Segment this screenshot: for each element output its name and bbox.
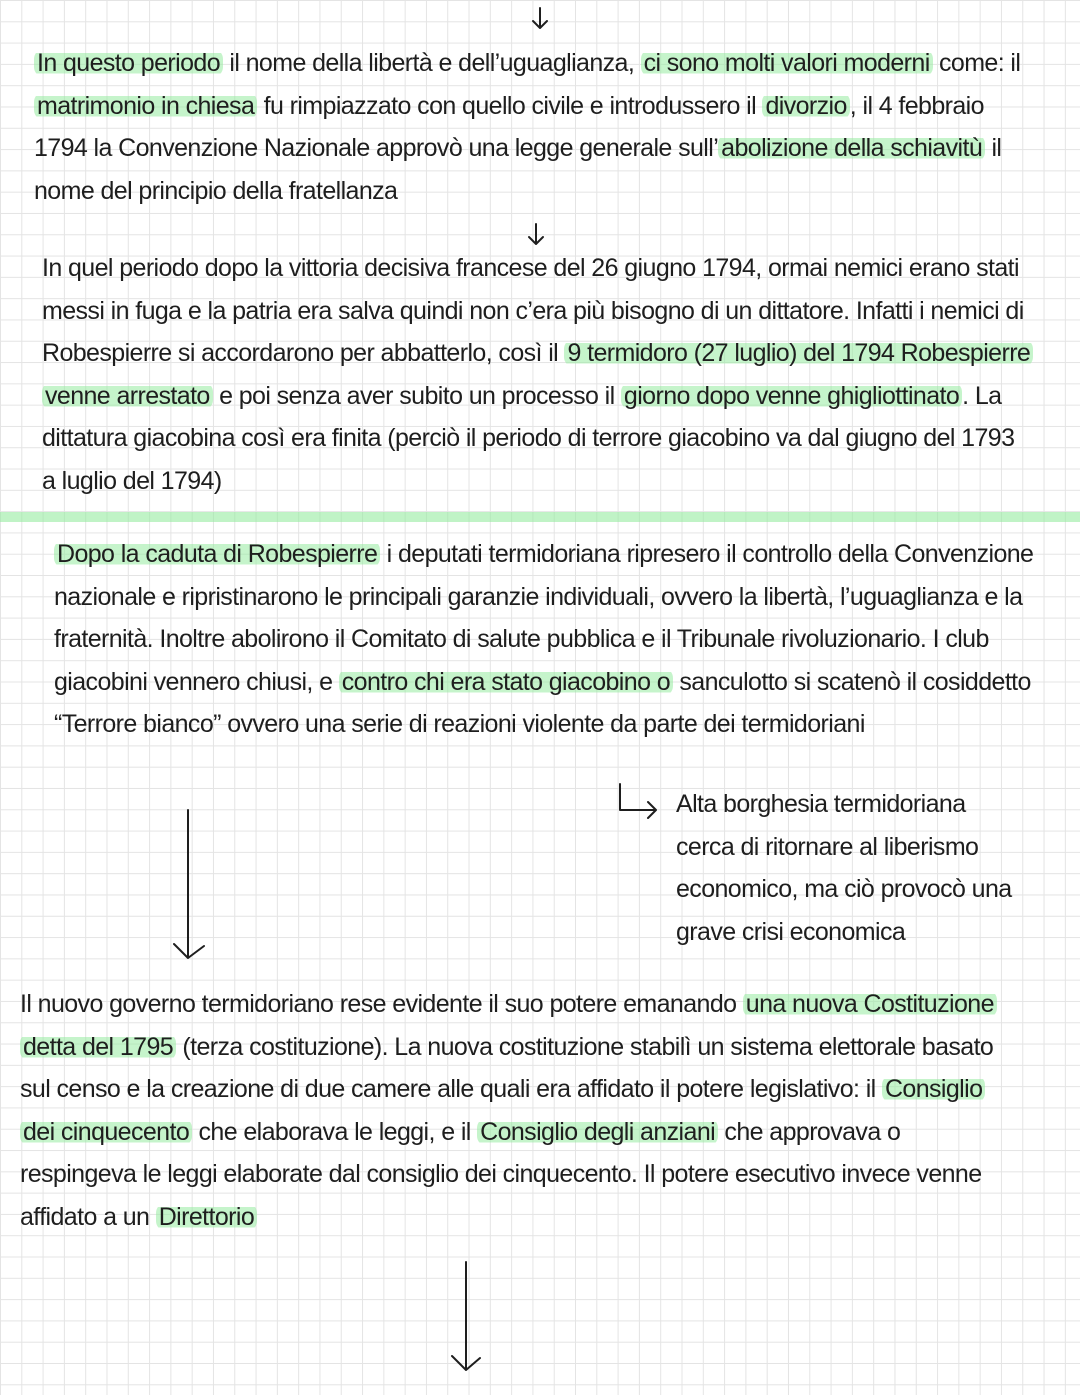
text-span: il nome della libertà e dell’uguaglianza, (223, 49, 641, 77)
highlight-divider (0, 512, 1080, 522)
paragraph-5 (20, 983, 1010, 1238)
paragraph-1 (34, 42, 1034, 212)
down-arrow-icon (530, 6, 550, 32)
paragraph-3 (54, 533, 1039, 746)
highlight: Consiglio dei cinquecento (20, 1075, 985, 1146)
text-span: e poi senza aver subito un processo il (212, 381, 621, 410)
text-span: , il 4 febbraio 1794 la Convenzione Nazionale approvò una legge generale sull’ (34, 91, 984, 162)
curved-right-arrow-icon (618, 782, 662, 822)
highlight: Dopo la caduta di Robespierre (54, 540, 380, 568)
text-span: che approvava o respingeva le leggi elaborate dal consiglio dei cinquecento. Il potere esecutivo invece venne affidato a un (20, 1117, 982, 1231)
highlight: Direttorio (156, 1203, 257, 1231)
highlight: giorno dopo venne ghigliottinato (621, 382, 962, 410)
text-span: (terza costituzione). La nuova costituzione stabilì un sistema elettorale basato sul censo e la creazione di due camere alle quali era affidato il potere legislativo: il (20, 1032, 994, 1103)
text-span: . La dittatura giacobina così era finita (perciò il periodo di terrore giacobino va dal giugno del 1793 a luglio del 1794) (42, 381, 1015, 495)
text-span: sanculotto si scatenò il cosiddetto “Terrore bianco” ovvero una serie di reazioni violente da parte dei termidoriani (54, 667, 1031, 738)
text-span: come: il (932, 49, 1021, 77)
text-span: Alta borghesia termidoriana cerca di ritornare al liberismo economico, ma ciò provocò una grave crisi economica (676, 790, 1012, 946)
highlight: una nuova Costituzione detta del 1795 (20, 990, 997, 1061)
text-span: Il nuovo governo termidoriano rese evidente il suo potere emanando (20, 990, 743, 1018)
side-note (676, 783, 1026, 953)
highlight: ci sono molti valori moderni (641, 49, 933, 77)
highlight: contro chi era stato giacobino o (339, 668, 673, 696)
long-down-arrow-icon (170, 808, 210, 968)
highlight: abolizione della schiavitù (718, 134, 985, 162)
text-span: In quel periodo dopo la vittoria decisiva francese del 26 giugno 1794, ormai nemici erano stati messi in fuga e la patria era salva quindi non c’era più bisogno di un dittatore. Infatti i nemici di Robespierre si accordarono per abbatterlo, così il (42, 254, 1024, 367)
highlight: matrimonio in chiesa (34, 92, 257, 120)
text-span: che elaborava le leggi, e il (192, 1117, 478, 1146)
highlight: In questo periodo (34, 49, 223, 77)
long-down-arrow-icon (446, 1260, 486, 1380)
paragraph-2 (42, 247, 1032, 502)
highlight: divorzio (762, 92, 849, 120)
highlight: Consiglio degli anziani (477, 1118, 718, 1146)
text-span: i deputati termidoriana ripresero il controllo della Convenzione nazionale e ripristinarono le principali garanzie individuali, ovvero la libertà, l’uguaglianza e la fraternità. Inoltre abolirono il Comitato di salute pubblica e il Tribunale rivoluzionario. I club giacobini vennero chiusi, e (54, 540, 1034, 696)
text-span: il nome del principio della fratellanza (34, 134, 1002, 205)
text-span: fu rimpiazzato con quello civile e introdussero il (257, 91, 763, 120)
down-arrow-icon (526, 222, 546, 248)
highlight: 9 termidoro (27 luglio) del 1794 Robespierre venne arrestato (42, 339, 1033, 410)
